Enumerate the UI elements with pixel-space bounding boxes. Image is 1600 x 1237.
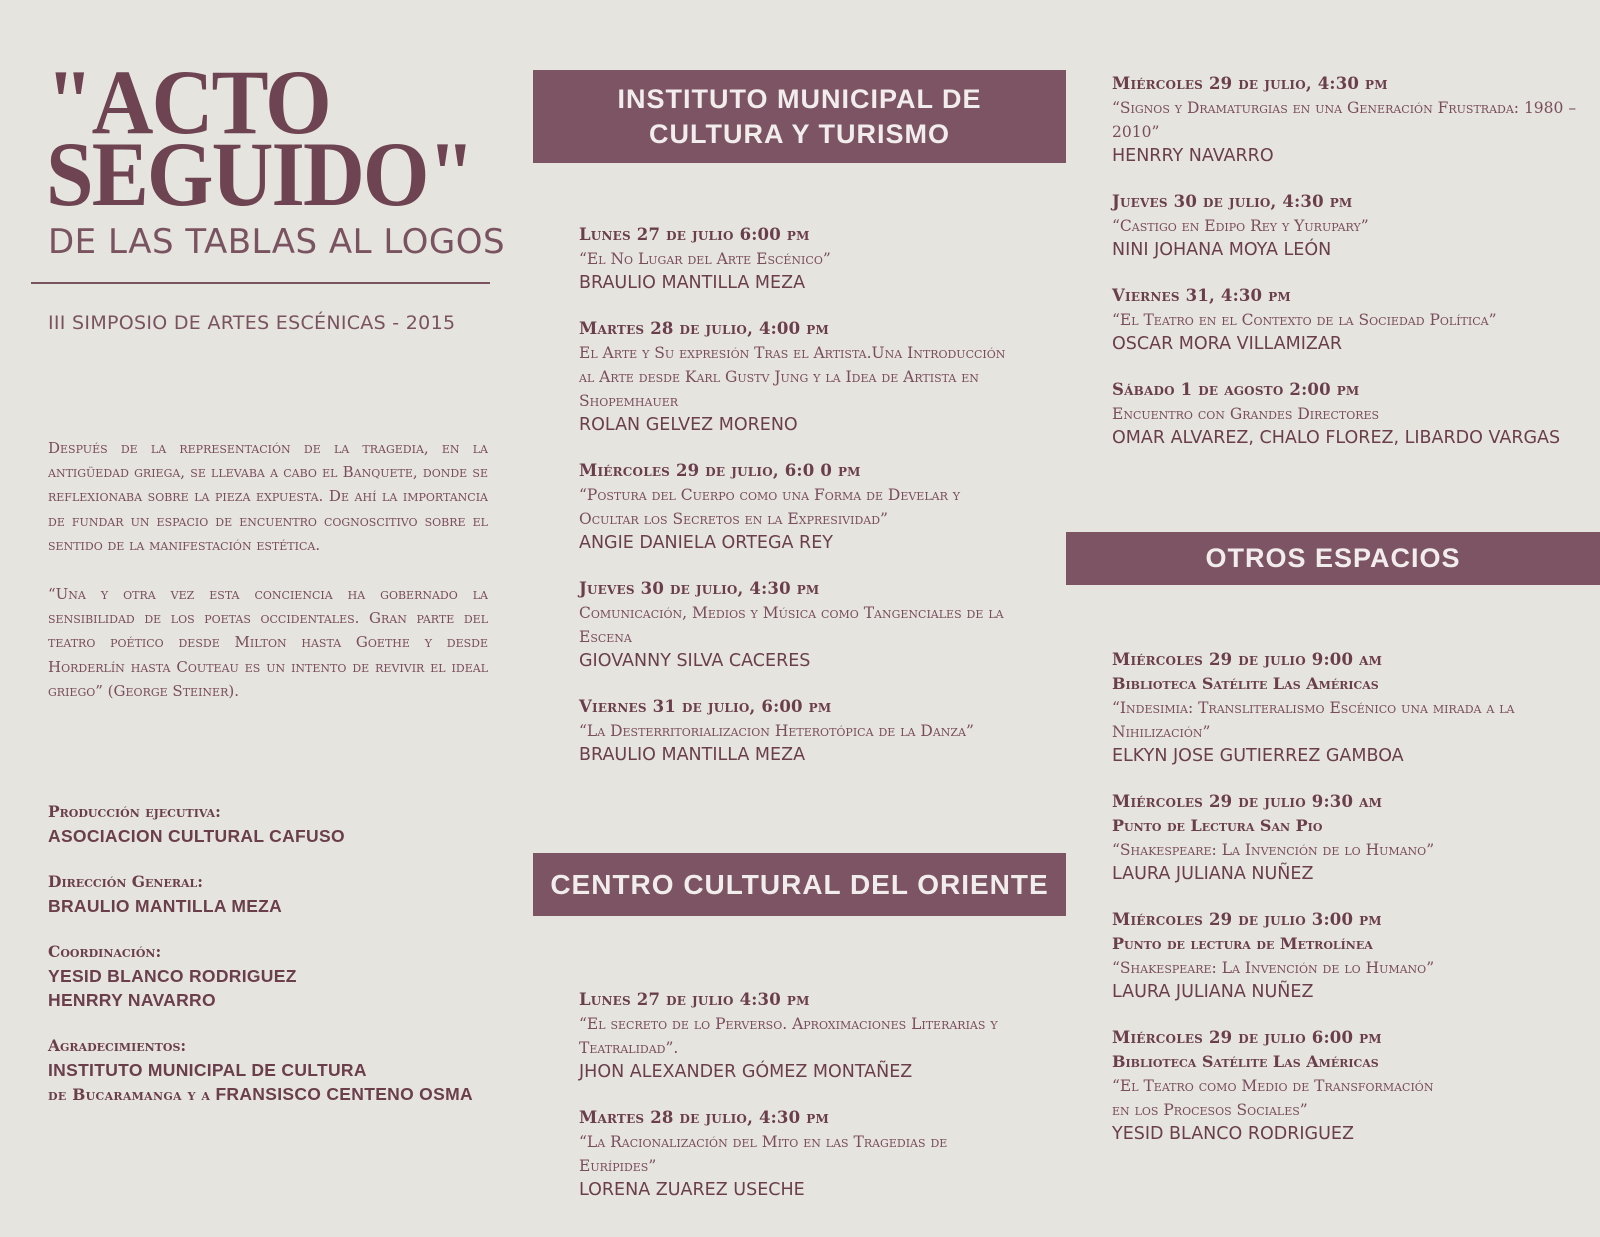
credit-value: ASOCIACION CULTURAL CAFUSO [48, 826, 345, 846]
section-title-line-1: INSTITUTO MUNICIPAL DE [617, 84, 982, 114]
event-date: Miércoles 29 de julio, 4:30 pm [1112, 74, 1388, 93]
event-title: “La Desterritorializacion Heterotópica de la Danza” [579, 722, 974, 740]
event-item [579, 695, 1019, 767]
credit-value-prefix: de Bucaramanga y a [48, 1085, 211, 1104]
event-item [1112, 378, 1582, 450]
centro-events [579, 988, 1029, 1224]
credit-thanks [48, 1034, 508, 1107]
event-date: Jueves 30 de julio, 4:30 pm [1112, 192, 1353, 211]
event-speaker: GIOVANNY SILVA CACERES [579, 651, 811, 671]
event-date: Martes 28 de julio, 4:00 pm [579, 319, 829, 338]
event-date: Miércoles 29 de julio, 6:0 0 pm [579, 461, 861, 480]
event-title: Comunicación, Medios y Música como Tangenciales de la Escena [579, 604, 1004, 646]
credit-label: Producción ejecutiva: [48, 802, 221, 821]
title-line-2: SEGUIDO" [46, 123, 474, 225]
credit-label: Agradecimientos: [48, 1036, 187, 1055]
section-header-instituto [533, 70, 1066, 163]
title-block [46, 51, 505, 225]
event-speaker: BRAULIO MANTILLA MEZA [579, 273, 806, 293]
event-item [579, 317, 1019, 437]
event-item [579, 577, 1019, 673]
title-divider [31, 282, 490, 284]
credit-value: HENRRY NAVARRO [48, 990, 216, 1010]
event-speaker: LAURA JULIANA NUÑEZ [1112, 864, 1314, 884]
credit-value-line [48, 1082, 508, 1107]
event-speaker: OSCAR MORA VILLAMIZAR [1112, 334, 1343, 354]
credit-direction [48, 870, 508, 918]
credit-production [48, 800, 508, 848]
event-item [1112, 790, 1552, 886]
credit-label: Coordinación: [48, 942, 162, 961]
event-item [1112, 190, 1582, 262]
event-date: Miércoles 29 de julio 3:00 pm [1112, 910, 1382, 929]
credit-value-name: FRANSISCO CENTENO OSMA [215, 1084, 473, 1104]
event-place: Punto de lectura de Metrolínea [1112, 934, 1373, 953]
event-title: “Shakespeare: La Invención de lo Humano” [1112, 959, 1435, 977]
title-line-1: "ACTO [46, 51, 330, 153]
section-title-line-2: CULTURA Y TURISMO [648, 119, 950, 149]
event-place: Punto de Lectura San Pio [1112, 816, 1323, 835]
event-title: “Signos y Dramaturgias en una Generación Frustrada: 1980 – 2010” [1112, 99, 1577, 141]
event-speaker: ROLAN GELVEZ MORENO [579, 415, 798, 435]
credit-coordination [48, 940, 508, 1012]
event-date: Sábado 1 de agosto 2:00 pm [1112, 380, 1360, 399]
event-date: Viernes 31, 4:30 pm [1112, 286, 1291, 305]
section-header-otros [1066, 532, 1600, 585]
event-speaker: ANGIE DANIELA ORTEGA REY [579, 533, 833, 553]
event-speaker: JHON ALEXANDER GÓMEZ MONTAÑEZ [579, 1062, 913, 1082]
event-place: Biblioteca Satélite Las Américas [1112, 1052, 1379, 1071]
event-speaker: NINI JOHANA MOYA LEÓN [1112, 240, 1332, 260]
credit-label: Dirección General: [48, 872, 203, 891]
instituto-events-col1 [579, 223, 1019, 789]
section-title: CENTRO CULTURAL DEL ORIENTE [550, 869, 1049, 900]
event-title: “El Teatro como Medio de Transformación en los Procesos Sociales” [1112, 1077, 1434, 1119]
instituto-events-col2 [1112, 72, 1582, 472]
event-date: Miércoles 29 de julio 9:30 am [1112, 792, 1383, 811]
subtitle: DE LAS TABLAS AL LOGOS [48, 222, 506, 262]
event-item [1112, 1026, 1442, 1146]
section-header-centro [533, 853, 1066, 916]
event-title: El Arte y Su expresión Tras el Artista.Una Introducción al Arte desde Karl Gustv Jung y la Idea de Artista en Shopemhauer [579, 344, 1006, 410]
event-speaker: HENRRY NAVARRO [1112, 146, 1274, 166]
event-title: “Castigo en Edipo Rey y Yurupary” [1112, 217, 1369, 235]
event-title: “El secreto de lo Perverso. Aproximaciones Literarias y Teatralidad”. [579, 1015, 998, 1057]
event-item [579, 459, 1019, 555]
credit-value: BRAULIO MANTILLA MEZA [48, 896, 283, 916]
event-date: Lunes 27 de julio 4:30 pm [579, 990, 810, 1009]
credit-value: INSTITUTO MUNICIPAL DE CULTURA [48, 1060, 367, 1080]
symposium-label: III SIMPOSIO DE ARTES ESCÉNICAS - 2015 [48, 312, 456, 334]
credit-value: YESID BLANCO RODRIGUEZ [48, 966, 297, 986]
event-item [1112, 284, 1582, 356]
event-title: “Indesimia: Transliteralismo Escénico una mirada a la Nihilización” [1112, 699, 1515, 741]
event-date: Viernes 31 de julio, 6:00 pm [579, 697, 832, 716]
event-title: “El No Lugar del Arte Escénico” [579, 250, 831, 268]
event-speaker: LORENA ZUAREZ USECHE [579, 1180, 805, 1200]
event-title: “Postura del Cuerpo como una Forma de Develar y Ocultar los Secretos en la Expresividad” [579, 486, 961, 528]
event-item [1112, 908, 1552, 1004]
event-speaker: YESID BLANCO RODRIGUEZ [1112, 1124, 1354, 1144]
event-date: Jueves 30 de julio, 4:30 pm [579, 579, 820, 598]
event-title: Encuentro con Grandes Directores [1112, 405, 1380, 423]
event-speaker: BRAULIO MANTILLA MEZA [579, 745, 806, 765]
event-speaker: ELKYN JOSE GUTIERREZ GAMBOA [1112, 746, 1404, 766]
otros-events [1112, 648, 1552, 1168]
event-item [579, 1106, 1029, 1202]
event-item [579, 223, 1019, 295]
event-speaker: OMAR ALVAREZ, CHALO FLOREZ, LIBARDO VARGAS [1112, 428, 1561, 448]
event-item [579, 988, 1029, 1084]
event-item [1112, 72, 1582, 168]
event-date: Martes 28 de julio, 4:30 pm [579, 1108, 829, 1127]
event-item [1112, 648, 1552, 768]
event-title: “El Teatro en el Contexto de la Sociedad Política” [1112, 311, 1497, 329]
section-title: OTROS ESPACIOS [1205, 543, 1461, 573]
event-date: Miércoles 29 de julio 9:00 am [1112, 650, 1383, 669]
event-title: “Shakespeare: La Invención de lo Humano” [1112, 841, 1435, 859]
event-title: “La Racionalización del Mito en las Tragedias de Eurípides” [579, 1133, 948, 1175]
event-date: Lunes 27 de julio 6:00 pm [579, 225, 810, 244]
intro-paragraph-1: Después de la representación de la tragedia, en la antigüedad griega, se llevaba a cabo el Banquete, donde se reflexionaba sobre la pieza expuesta. De ahí la importancia de fundar un espacio de encuentro cognoscitivo sobre el sentido de la manifestación estética. [48, 439, 488, 554]
credits [48, 800, 508, 1129]
intro-paragraph-2: “Una y otra vez esta conciencia ha gobernado la sensibilidad de los poetas occidentales. Gran parte del teatro poético desde Milton hasta Goethe y desde Horderlín hasta Couteau es un intento de revivir el ideal griego” (George Steiner). [48, 585, 488, 700]
event-speaker: LAURA JULIANA NUÑEZ [1112, 982, 1314, 1002]
event-date: Miércoles 29 de julio 6:00 pm [1112, 1028, 1382, 1047]
event-place: Biblioteca Satélite Las Américas [1112, 674, 1379, 693]
